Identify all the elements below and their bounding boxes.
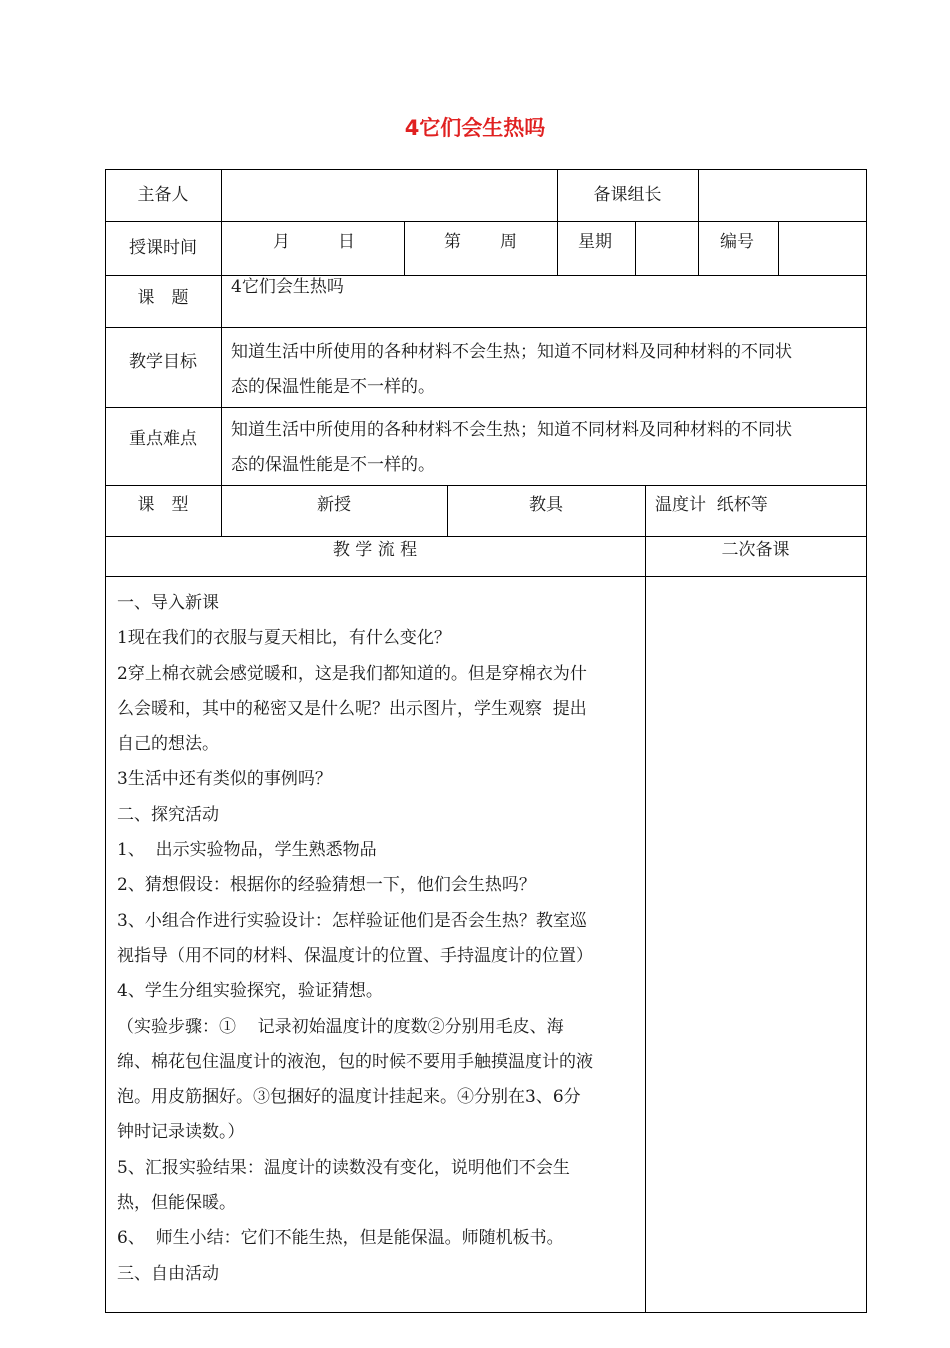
flow-line: 1现在我们的衣服与夏天相比，有什么变化？ (117, 628, 451, 649)
page-title: 4它们会生热吗 (404, 116, 546, 140)
week-suffix: 周 (500, 232, 517, 252)
group-leader-label: 备课组长 (593, 185, 662, 205)
teaching-flow-content (117, 586, 637, 1292)
flow-line: 自己的想法。 (117, 734, 219, 755)
flow-line: 3生活中还有类似的事例吗？ (117, 769, 332, 790)
flow-line: 二、探究活动 (117, 804, 219, 825)
goal-label: 教学目标 (129, 352, 197, 372)
topic-value: 4它们会生热吗 (231, 277, 344, 297)
day-label: 日 (338, 232, 355, 252)
topic-label: 课 题 (137, 288, 189, 308)
lesson-time-label: 授课时间 (129, 238, 197, 258)
week-prefix: 第 (444, 232, 461, 252)
flow-line: 泡。用皮筋捆好。③包捆好的温度计挂起来。④分别在3、6分 (117, 1087, 581, 1108)
flow-line: （实验步骤：① 记录初始温度计的度数②分别用毛皮、海 (117, 1016, 564, 1037)
flow-line: 热，但能保暖。 (117, 1193, 236, 1214)
flow-line: 6、 师生小结：它们不能生热，但是能保温。师随机板书。 (117, 1228, 564, 1249)
flow-line: 钟时记录读数。） (117, 1122, 245, 1143)
main-preparer-label: 主备人 (137, 185, 189, 205)
flow-line: 视指导（用不同的材料、保温度计的位置、手持温度计的位置） (117, 945, 593, 966)
flow-line: 一、导入新课 (117, 593, 219, 613)
flow-line: 2穿上棉衣就会感觉暖和，这是我们都知道的。但是穿棉衣为什 (117, 663, 587, 684)
flow-line: 2、猜想假设：根据你的经验猜想一下，他们会生热吗？ (117, 875, 536, 896)
teaching-flow-header: 教 学 流 程 (332, 540, 418, 560)
goal-line-2: 态的保温性能是不一样的。 (231, 377, 435, 397)
flow-line: 3、小组合作进行实验设计：怎样验证他们是否会生热？教室巡 (117, 910, 587, 931)
flow-line: 三、自由活动 (117, 1263, 219, 1284)
teaching-tools-value: 温度计 纸杯等 (655, 495, 768, 515)
number-label: 编号 (720, 232, 754, 252)
weekday-label: 星期 (578, 232, 612, 252)
flow-line: 5、汇报实验结果：温度计的读数没有变化，说明他们不会生 (117, 1157, 570, 1178)
goal-line-1: 知道生活中所使用的各种材料不会生热；知道不同材料及同种材料的不同状 (231, 342, 792, 362)
flow-line: 1、 出示实验物品，学生熟悉物品 (117, 840, 377, 861)
key-points-line-2: 态的保温性能是不一样的。 (231, 455, 435, 475)
flow-line: 4、学生分组实验探究，验证猜想。 (117, 981, 383, 1002)
key-points-line-1: 知道生活中所使用的各种材料不会生热；知道不同材料及同种材料的不同状 (231, 420, 792, 440)
lesson-type-label: 课 型 (137, 495, 189, 515)
flow-line: 绵、棉花包住温度计的液泡，包的时候不要用手触摸温度计的液 (117, 1051, 593, 1072)
month-label: 月 (273, 232, 290, 252)
lesson-type-value: 新授 (317, 495, 351, 515)
teaching-tools-label: 教具 (529, 495, 563, 515)
flow-line: 么会暖和，其中的秘密又是什么呢？出示图片，学生观察 提出 (117, 698, 587, 719)
second-prep-header: 二次备课 (721, 540, 790, 560)
key-points-label: 重点难点 (129, 429, 197, 449)
